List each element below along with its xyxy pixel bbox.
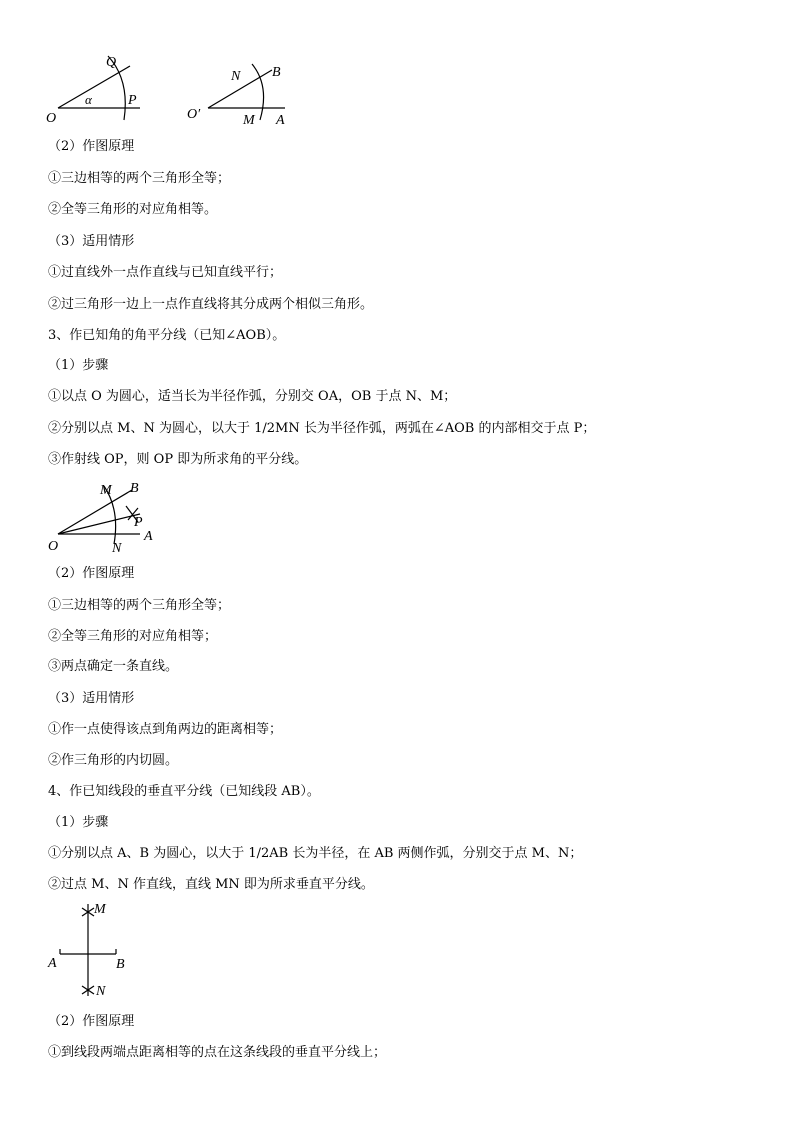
text-line-17: ①作一点使得该点到角两边的距离相等； — [48, 722, 283, 737]
label-a: A — [276, 113, 285, 128]
text-line-18: ②作三角形的内切圆。 — [48, 753, 179, 768]
perpendicular-bisector-figure — [40, 896, 150, 1006]
text-line-13: ①三边相等的两个三角形全等； — [48, 598, 231, 613]
label-o: O — [48, 539, 59, 554]
text-line-10: ②分别以点 M、N 为圆心，以大于 1/2MN 长为半径作弧，两弧在∠AOB 的内部相交于点 P； — [48, 421, 596, 436]
label-o: O — [46, 111, 57, 126]
label-b: B — [116, 957, 125, 972]
label-a: A — [144, 529, 153, 544]
text-line-21: ①分别以点 A、B 为圆心，以大于 1/2AB 长为半径，在 AB 两侧作弧，分别交于点 M、N； — [48, 846, 583, 861]
label-alpha: α — [85, 92, 92, 107]
text-line-15: ③两点确定一条直线。 — [48, 659, 179, 674]
label-p: P — [128, 93, 137, 108]
label-m: M — [100, 483, 112, 498]
text-line-12: （2）作图原理 — [48, 566, 135, 581]
text-line-24: ①到线段两端点距离相等的点在这条线段的垂直平分线上； — [48, 1045, 387, 1060]
text-line-16: （3）适用情形 — [48, 691, 135, 706]
text-line-9: ①以点 O 为圆心，适当长为半径作弧，分别交 OA，OB 于点 N、M； — [48, 389, 457, 404]
text-line-1: （2）作图原理 — [48, 139, 135, 154]
section-4-heading: 4、作已知线段的垂直平分线（已知线段 AB）。 — [48, 784, 320, 799]
text-line-3: ②全等三角形的对应角相等。 — [48, 202, 218, 217]
label-n: N — [96, 984, 106, 999]
text-line-6: ②过三角形一边上一点作直线将其分成两个相似三角形。 — [48, 297, 374, 312]
label-a: A — [48, 956, 57, 971]
label-b: B — [272, 65, 281, 80]
label-q: Q — [106, 55, 117, 70]
angle-copy-figure — [40, 50, 300, 130]
angle-bisector-figure — [40, 474, 180, 558]
label-n: N — [231, 69, 241, 84]
section-3-heading: 3、作已知角的角平分线（已知∠AOB）。 — [48, 328, 286, 343]
text-line-20: （1）步骤 — [48, 815, 109, 830]
text-line-23: （2）作图原理 — [48, 1014, 135, 1029]
text-line-11: ③作射线 OP，则 OP 即为所求角的平分线。 — [48, 452, 308, 467]
ray-op — [58, 514, 140, 534]
ray-ob — [58, 490, 132, 534]
text-line-2: ①三边相等的两个三角形全等； — [48, 171, 231, 186]
label-m: M — [243, 113, 255, 128]
label-n: N — [112, 541, 122, 556]
label-p: P — [134, 515, 143, 530]
arc-nm — [252, 64, 264, 120]
label-m: M — [94, 902, 106, 917]
text-line-22: ②过点 M、N 作直线，直线 MN 即为所求垂直平分线。 — [48, 877, 374, 892]
label-b: B — [130, 481, 139, 496]
text-line-5: ①过直线外一点作直线与已知直线平行； — [48, 265, 283, 280]
text-line-4: （3）适用情形 — [48, 234, 135, 249]
label-o-prime: O′ — [187, 107, 201, 122]
text-line-8: （1）步骤 — [48, 358, 109, 373]
text-line-14: ②全等三角形的对应角相等； — [48, 629, 218, 644]
